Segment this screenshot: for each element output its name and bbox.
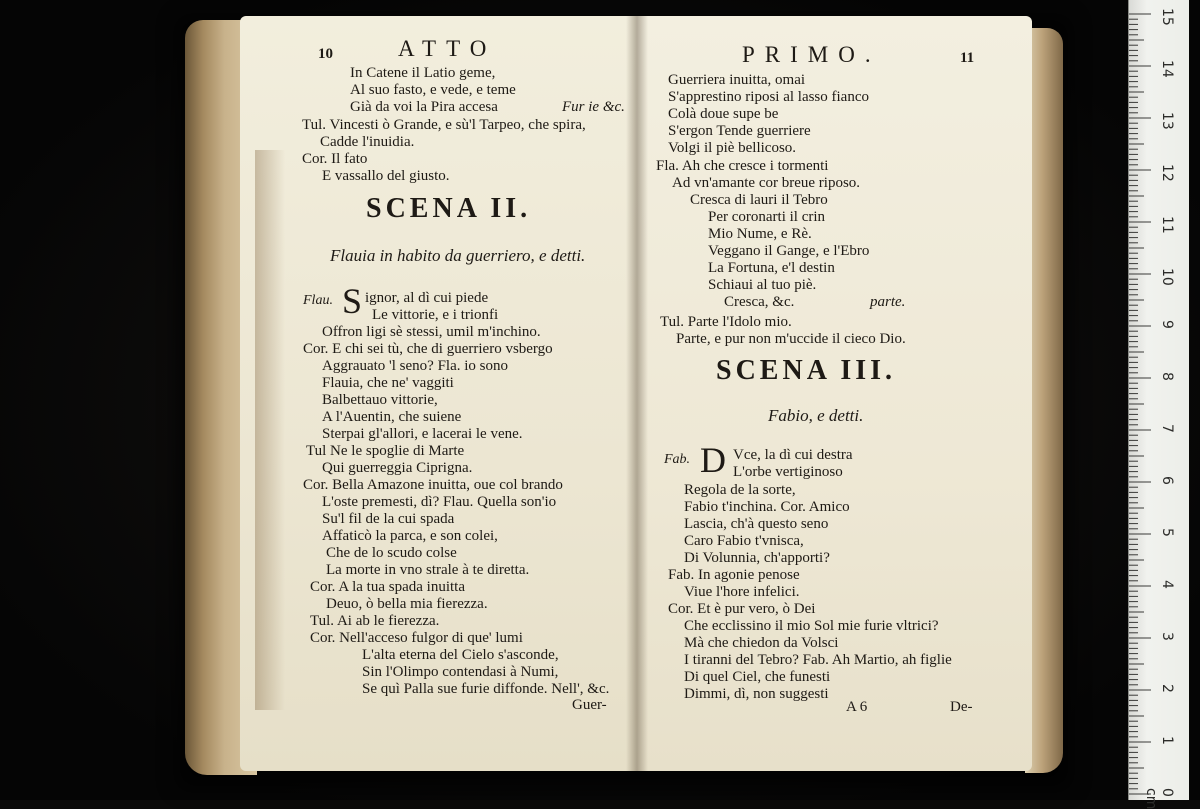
ruler-number: 6 (1159, 476, 1175, 485)
text-line: Cor. Nell'acceso fulgor di que' lumi (310, 630, 523, 646)
text-line: La morte in vno strale à te diretta. (326, 562, 530, 578)
text-line: Già da voi la Pira accesa (350, 99, 498, 115)
text-line: Aggrauato 'l seno? Fla. io sono (322, 358, 509, 374)
text-line: Regola de la sorte, (684, 482, 796, 498)
speaker-label: Flau. (303, 293, 333, 308)
book-gutter (626, 16, 648, 771)
text-line: L'orbe vertiginoso (733, 464, 843, 480)
ruler-number: 5 (1159, 528, 1175, 537)
text-line: I tiranni del Tebro? Fab. Ah Martio, ah figlie (684, 652, 952, 668)
text-line: Che de lo scudo colse (326, 545, 457, 561)
text-line: Cor. Et è pur vero, ò Dei (668, 601, 816, 617)
text-line: Veggano il Gange, e l'Ebro (708, 243, 870, 259)
text-line: Che ecclissino il mio Sol mie furie vltrici? (684, 618, 939, 634)
text-line: S'ergon Tende guerriere (668, 123, 811, 139)
ruler-number: 4 (1159, 580, 1175, 589)
text-line: E vassallo del giusto. (322, 168, 450, 184)
text-line: Cresca di lauri il Tebro (690, 192, 828, 208)
ruler-number: 3 (1159, 632, 1175, 641)
text-line: L'oste premesti, dì? Flau. Quella son'io (322, 494, 557, 510)
ruler-number: 1 (1159, 736, 1175, 745)
speaker-label: Fab. (664, 452, 691, 467)
text-line: Cor. Il fato (302, 151, 368, 167)
text-line: Fla. Ah che cresce i tormenti (656, 158, 829, 174)
right-page-number: 11 (960, 50, 975, 66)
text-line: A l'Auentin, che suiene (322, 409, 462, 425)
text-line: Lascia, ch'à questo seno (684, 516, 829, 532)
ruler-number: 13 (1159, 112, 1175, 130)
scene-subtitle: Fabio, e detti. (768, 406, 864, 425)
text-line: Balbettauo vittorie, (322, 392, 438, 408)
text-line: Flauia, che ne' vaggiti (322, 375, 454, 391)
text-line: Al suo fasto, e vede, e teme (350, 82, 516, 98)
text-line: Caro Fabio t'vnisca, (684, 533, 804, 549)
text-line: Cadde l'inuidia. (320, 134, 415, 150)
scene-heading: SCENA III. (716, 355, 897, 386)
text-line: Tul Ne le spoglie di Marte (306, 443, 465, 459)
text-line: Su'l fil de la cui spada (322, 511, 455, 527)
text-line: Mio Nume, e Rè. (708, 226, 812, 242)
text-line: Tul. Parte l'Idolo mio. (660, 314, 792, 330)
text-line: Deuo, ò bella mia fierezza. (326, 596, 488, 612)
measurement-ruler (1128, 0, 1189, 809)
text-line: Tul. Vincesti ò Grande, e sù'l Tarpeo, che spira, (302, 117, 586, 133)
ruler-number: 9 (1159, 320, 1175, 329)
left-running-head: ATTO (398, 36, 497, 61)
ruler-number: 11 (1159, 216, 1175, 234)
text-line: S'apprestino riposi al lasso fianco (668, 89, 869, 105)
text-line: ignor, al dì cui piede (365, 290, 489, 306)
catchword: De- (950, 699, 973, 715)
text-line: Guerriera inuitta, omai (668, 72, 806, 88)
ruler-number: 7 (1159, 424, 1175, 433)
text-line: La Fortuna, e'l destin (708, 260, 835, 276)
text-line: Cor. A la tua spada inuitta (310, 579, 465, 595)
drop-cap: S (342, 281, 363, 321)
text-line: Tul. Ai ab le fierezza. (310, 613, 440, 629)
text-line: Di Volunnia, ch'apporti? (684, 550, 830, 566)
signature-mark: A 6 (846, 699, 868, 715)
text-line: Dimmi, dì, non suggesti (684, 686, 829, 702)
text-line: Fabio t'inchina. Cor. Amico (684, 499, 850, 515)
text-line: Offron ligi sè stessi, umil m'inchino. (322, 324, 541, 340)
text-line: Qui guerreggia Ciprigna. (322, 460, 473, 476)
text-line: Sin l'Olimpo contendasi à Numi, (362, 664, 559, 680)
text-line: Di quel Ciel, che funesti (684, 669, 831, 685)
ruler-number: 15 (1159, 8, 1175, 26)
left-page-number: 10 (318, 46, 333, 62)
text-line: Colà doue supe be (668, 106, 779, 122)
scene-subtitle: Flauia in habito da guerriero, e detti. (330, 246, 586, 265)
text-line: Mà che chiedon da Volsci (684, 635, 839, 651)
ruler-number: 2 (1159, 684, 1175, 693)
text-line: Per coronarti il crin (708, 209, 826, 225)
catchword: Guer- (572, 697, 607, 713)
water-stain (255, 150, 285, 710)
text-line: Vce, la dì cui destra (733, 447, 853, 463)
text-line: Se quì Palla sue furie diffonde. Nell', &c. (362, 681, 610, 697)
ruler-number: 0 cm (1143, 788, 1175, 809)
ruler-number: 10 (1159, 268, 1175, 286)
text-line: In Catene il Latio geme, (350, 65, 496, 81)
text-line: Parte, e pur non m'uccide il cieco Dio. (676, 331, 906, 347)
drop-cap: D (700, 440, 726, 480)
text-line: Affaticò la parca, e son colei, (322, 528, 498, 544)
ruler-number: 8 (1159, 372, 1175, 381)
ruler-number: 14 (1159, 60, 1175, 78)
stage-direction: parte. (870, 294, 906, 310)
text-line: Cor. E chi sei tù, che di guerriero vsbergo (303, 341, 553, 357)
ruler-number: 12 (1159, 164, 1175, 182)
text-line: Le vittorie, e i trionfi (372, 307, 499, 323)
right-running-head: PRIMO. (742, 42, 881, 67)
text-line: Volgi il piè bellicoso. (668, 140, 797, 156)
text-line: Sterpai gl'allori, e lacerai le vene. (322, 426, 523, 442)
text-line: Cor. Bella Amazone inuitta, oue col brando (303, 477, 563, 493)
stage-direction: Fur ie &c. (562, 99, 625, 115)
text-line: Viue l'hore infelici. (684, 584, 800, 600)
text-line: Fab. In agonie penose (668, 567, 800, 583)
scene-heading: SCENA II. (366, 193, 532, 224)
text-line: L'alta eterna del Cielo s'asconde, (362, 647, 559, 663)
text-line: Cresca, &c. (724, 294, 795, 310)
text-line: Schiaui al tuo piè. (708, 277, 817, 293)
text-line: Ad vn'amante cor breue riposo. (672, 175, 861, 191)
